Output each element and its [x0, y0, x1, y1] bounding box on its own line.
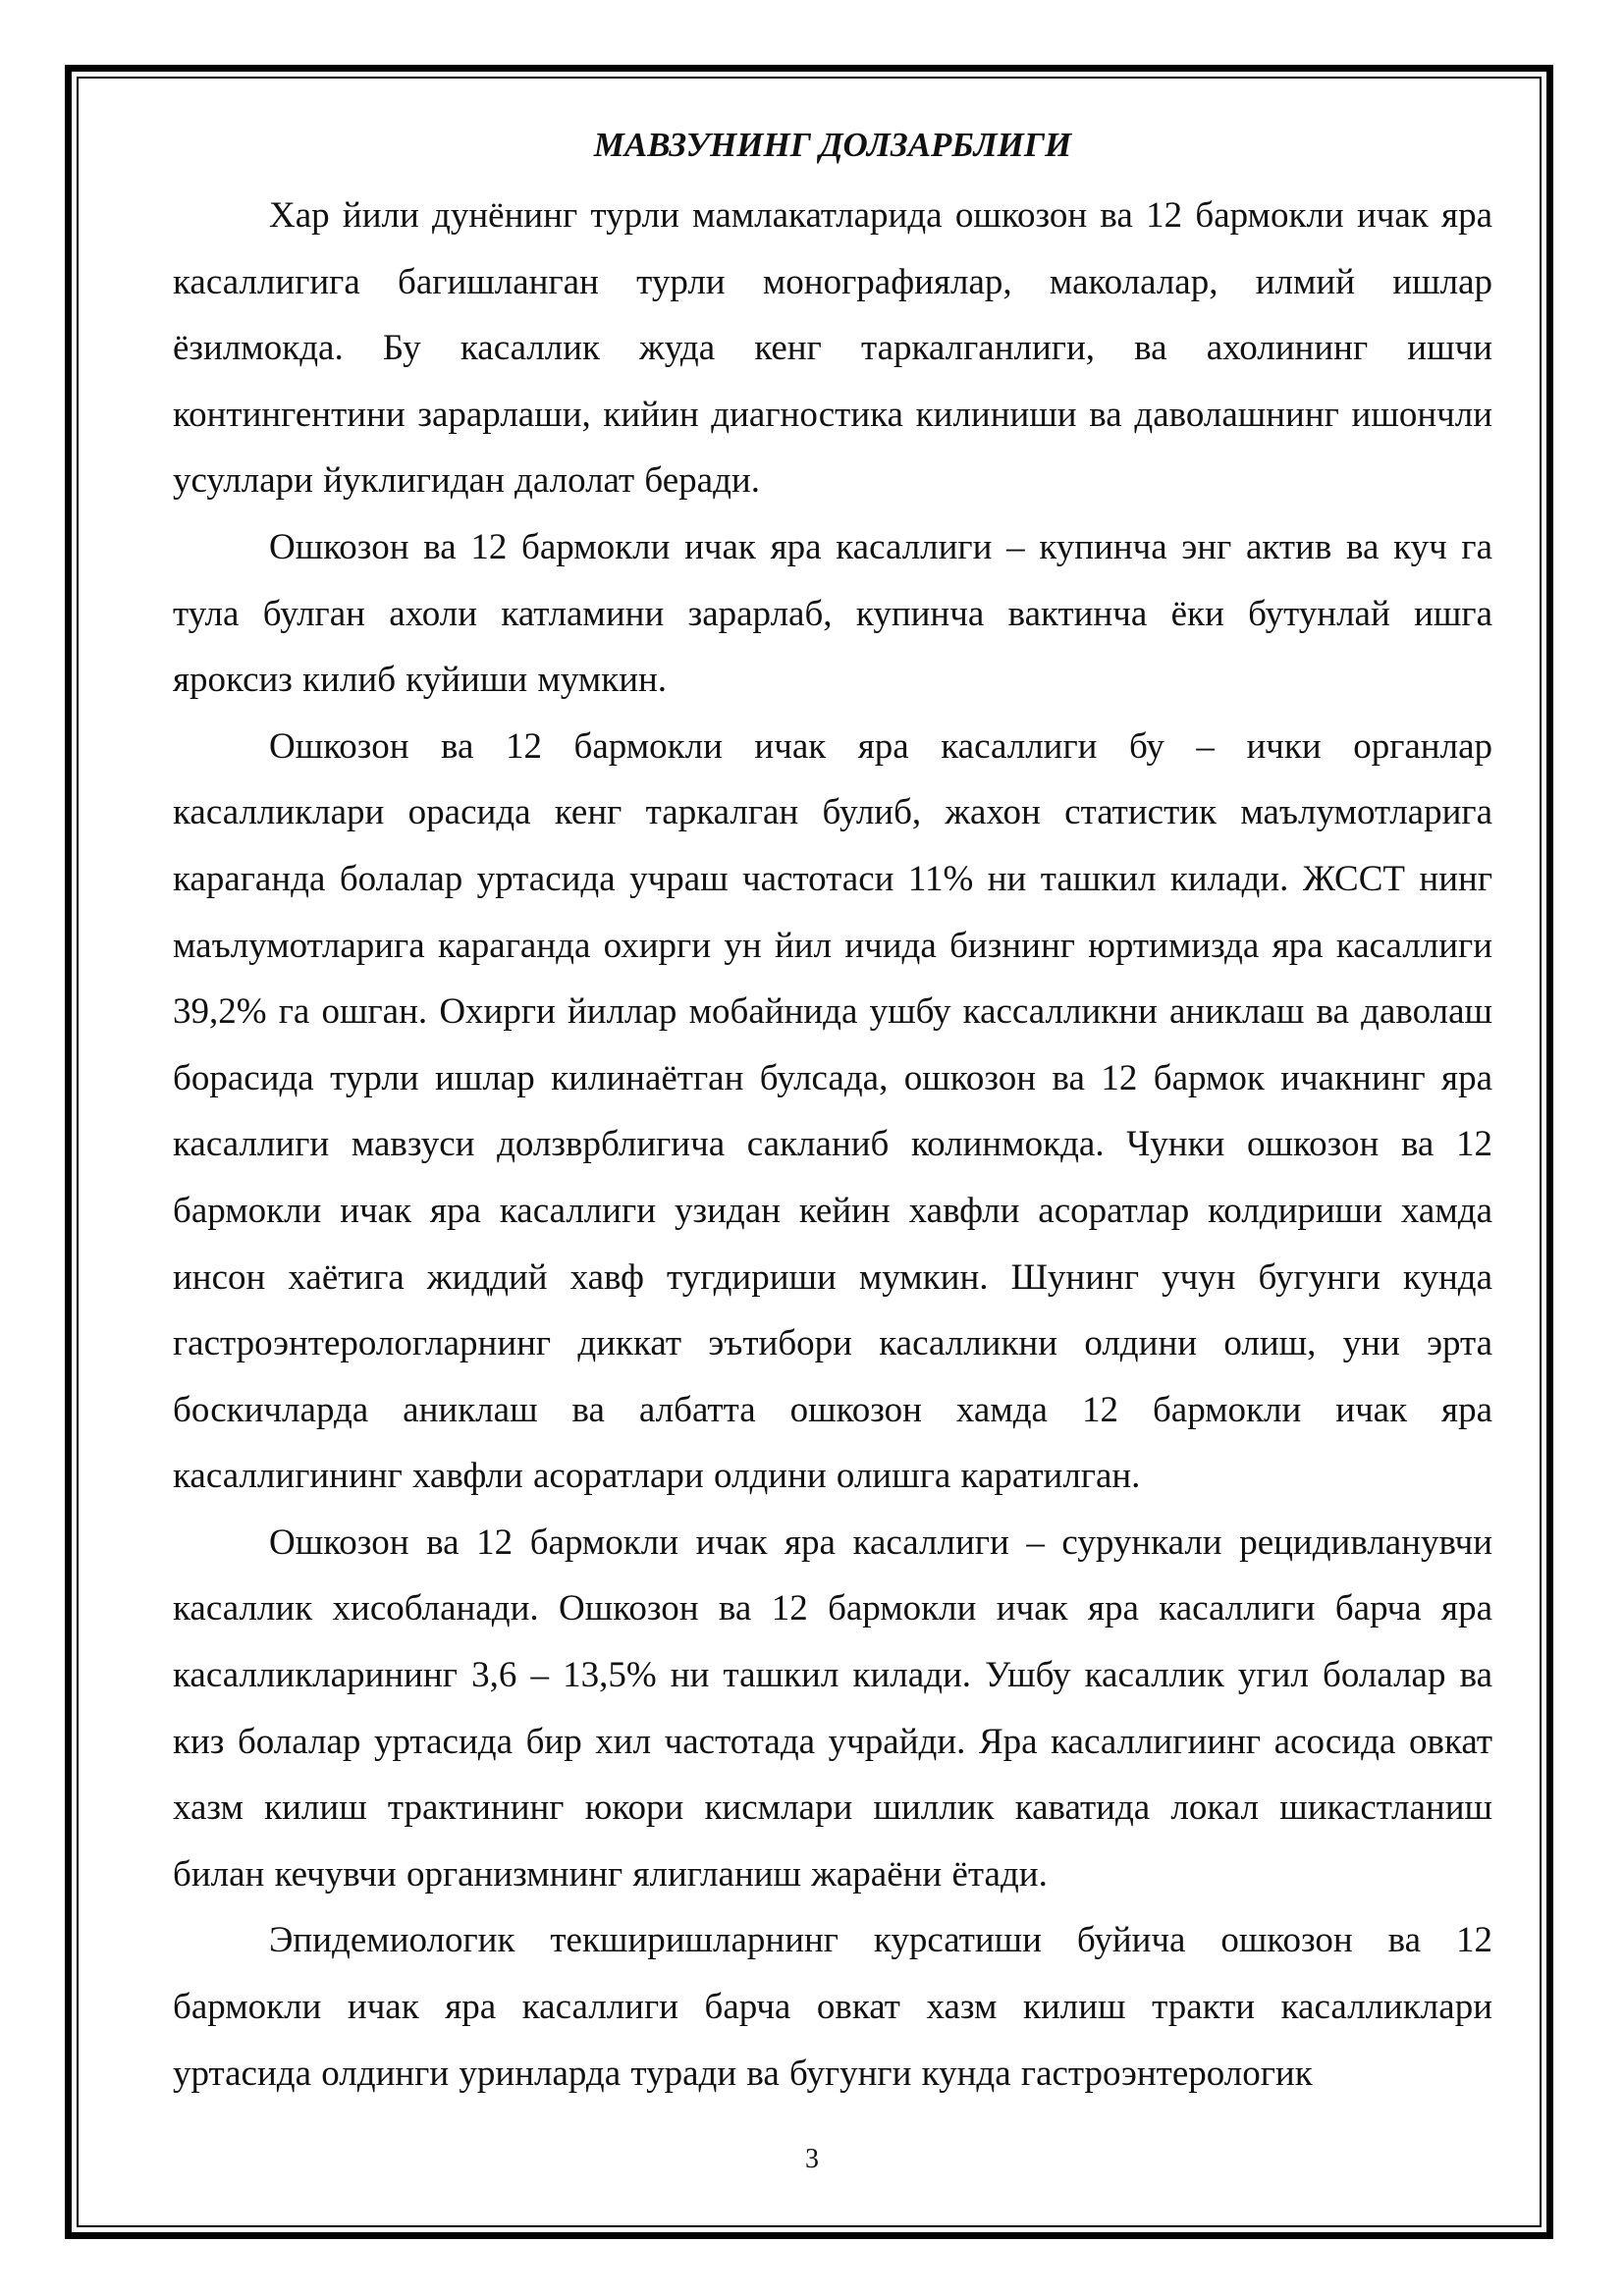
document-body	[173, 116, 1492, 2107]
paragraph-1: Хар йили дунёнинг турли мамлакатларида ошкозон ва 12 бармокли ичак яра касаллигига багишланган турли монографиялар, маколалар, илмий ишлар ёзилмокда. Бу касаллик жуда кенг таркалганлиги, ва ахолининг ишчи контингентини зарарлаши, кийин диагностика килиниши ва даволашнинг ишончли усуллари йуклигидан далолат беради.	[173, 195, 1492, 502]
page-number: 3	[805, 2144, 819, 2174]
paragraph-5: Эпидемиологик текширишларнинг курсатиши буйича ошкозон ва 12 бармокли ичак яра касаллиги барча овкат хазм килиш тракти касалликлари уртасида олдинги уринларда туради ва бугунги кунда гастроэнтерологик	[173, 1920, 1492, 2094]
paragraph-3: Ошкозон ва 12 бармокли ичак яра касаллиги бу – ички органлар касалликлари орасида кенг таркалган булиб, жахон статистик маълумотларига караганда болалар уртасида учраш частотаси 11% ни ташкил килади. ЖССТ нинг маълумотларига караганда охирги ун йил ичида бизнинг юртимизда яра касаллиги 39,2% га ошган. Охирги йиллар мобайнида ушбу кассалликни аниклаш ва даволаш борасида турли ишлар килинаётган булсада, ошкозон ва 12 бармок ичакнинг яра касаллиги мавзуси долзврблигича сакланиб колинмокда. Чунки ошкозон ва 12 бармокли ичак яра касаллиги узидан кейин хавфли асоратлар колдириши хамда инсон хаётига жиддий хавф тугдириши мумкин. Шунинг учун бугунги кунда гастроэнтерологларнинг диккат эътибори касалликни олдини олиш, уни эрта боскичларда аниклаш ва албатта ошкозон хамда 12 бармокли ичак яра касаллигининг хавфли асоратлари олдини олишга каратилган.	[173, 725, 1492, 1497]
paragraph-4: Ошкозон ва 12 бармокли ичак яра касаллиги – сурункали рецидивланувчи касаллик хисобланади. Ошкозон ва 12 бармокли ичак яра касаллиги барча яра касалликларининг 3,6 – 13,5% ни ташкил килади. Ушбу касаллик угил болалар ва киз болалар уртасида бир хил частотада учрайди. Яра касаллигиинг асосида овкат хазм килиш трактининг юкори кисмлари шиллик каватида локал шикастланиш билан кечувчи организмнинг ялигланиш жараёни ётади.	[173, 1522, 1492, 1895]
paragraph-2: Ошкозон ва 12 бармокли ичак яра касаллиги – купинча энг актив ва куч га тула булган ахоли катламини зарарлаб, купинча вактинча ёки бутунлай ишга яроксиз килиб куйиши мумкин.	[173, 526, 1492, 701]
document-title: МАВЗУНИНГ ДОЛЗАРБЛИГИ	[593, 126, 1072, 164]
